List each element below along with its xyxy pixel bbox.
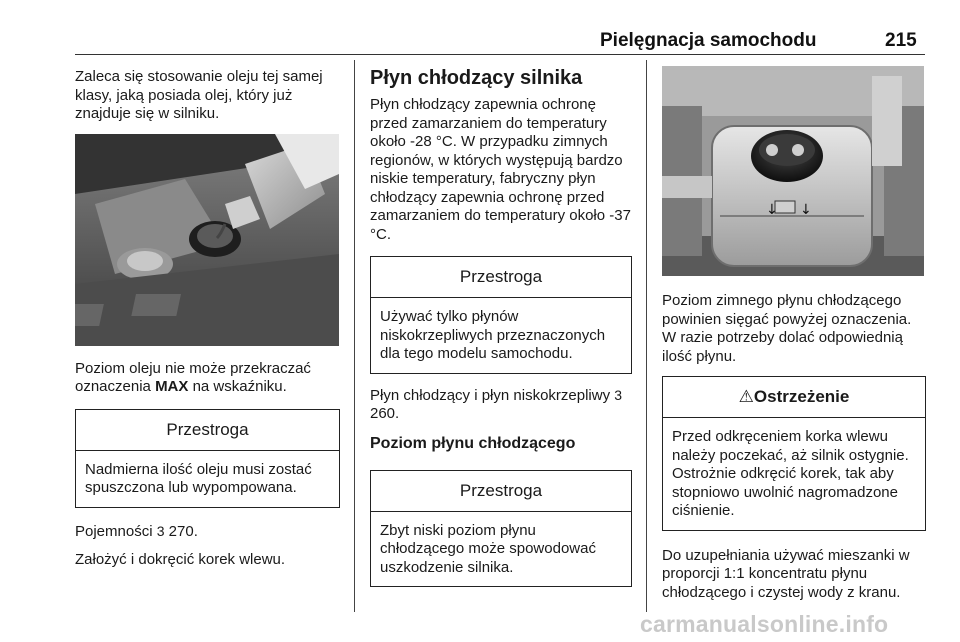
oil-fill-photo	[75, 134, 339, 346]
oil-class-paragraph: Zaleca się stosowanie oleju tej samej klasy, jaką posiada olej, który już znajduje się w silniku.	[75, 68, 323, 122]
caution-box-coolant-level	[370, 470, 632, 588]
oil-fill-illustration	[75, 134, 339, 346]
column-divider-right	[646, 60, 647, 612]
coolant-mix-paragraph: Do uzupełniania używać mieszanki w proporcji 1:1 koncentratu płynu chłodzącego i czystej wody z kranu.	[662, 546, 910, 601]
capacity-label: Pojemności	[75, 522, 157, 540]
svg-text:↓: ↓	[800, 202, 812, 218]
column-left	[75, 68, 340, 580]
coolant-intro-paragraph: Płyn chłodzący zapewnia ochronę przed zamarzaniem do temperatury około -28 °C. W przypadku zimnych regionów, w których występują bardzo niskie temperatury, fabryczny płyn chłodzący zapewnia ochronę przed zamarzaniem do temperatury około -37 °C.	[370, 96, 631, 243]
column-right	[662, 66, 926, 612]
caution-box-oil-title: Przestroga	[76, 410, 339, 451]
coolant-reference	[370, 386, 632, 424]
capacity-reference	[75, 522, 340, 542]
warning-box-body: Przed odkręceniem korka wlewu należy poczekać, aż silnik ostygnie. Ostrożnie odkręcić korek, tak aby stopniowo uwolnić nagromadzone ciśnienie.	[672, 428, 909, 519]
cap-paragraph: Założyć i dokręcić korek wlewu.	[75, 551, 286, 568]
coolant-heading: Płyn chłodzący silnika	[370, 67, 583, 89]
column-divider-left	[354, 60, 355, 612]
warning-box	[662, 376, 926, 531]
svg-text:↓: ↓	[766, 202, 778, 218]
caution-box-coolant-level-body: Zbyt niski poziom płynu chłodzącego może spowodować uszkodzenie silnika.	[380, 521, 596, 576]
caution-box-coolant-type	[370, 256, 632, 374]
coolant-reference-text: Płyn chłodzący i płyn niskokrzepliwy	[370, 386, 615, 404]
header-rule	[75, 54, 925, 55]
warning-box-title	[663, 377, 925, 418]
caution-box-oil	[75, 409, 340, 508]
warning-box-title-text: Ostrzeżenie	[753, 387, 850, 406]
caution-box-coolant-type-title: Przestroga	[371, 257, 631, 298]
coolant-cold-level-paragraph: Poziom zimnego płynu chłodzącego powinien sięgać powyżej oznaczenia. W razie potrzeby dolać odpowiednią ilość płynu.	[662, 292, 912, 365]
page-ref-arrow-icon: 3	[156, 522, 165, 539]
page-ref-arrow-icon: 3	[614, 386, 623, 403]
capacity-page-link[interactable]: 270.	[164, 522, 198, 540]
caution-box-coolant-level-title: Przestroga	[371, 471, 631, 512]
watermark: carmanualsonline.info	[640, 611, 889, 637]
coolant-reservoir-illustration	[662, 66, 924, 276]
page-title: Pielęgnacja samochodu	[600, 30, 817, 51]
coolant-reservoir-photo	[662, 66, 924, 276]
oil-level-text-after: na wskaźniku.	[188, 378, 287, 395]
coolant-level-subheading: Poziom płynu chłodzącego	[370, 434, 576, 452]
oil-level-text-before: Poziom oleju nie może przekraczać oznaczenia	[75, 359, 311, 395]
coolant-reference-page-link[interactable]: 260.	[370, 405, 400, 422]
caution-box-coolant-type-body: Używać tylko płynów niskokrzepliwych przeznaczonych dla tego modelu samochodu.	[380, 308, 606, 362]
warning-triangle-icon: ⚠	[738, 387, 754, 406]
max-marking: MAX	[155, 378, 189, 395]
column-middle	[370, 66, 632, 599]
caution-box-oil-body: Nadmierna ilość oleju musi zostać spuszczona lub wypompowana.	[85, 460, 312, 496]
page-number: 215	[885, 30, 917, 51]
oil-level-paragraph	[75, 360, 340, 397]
